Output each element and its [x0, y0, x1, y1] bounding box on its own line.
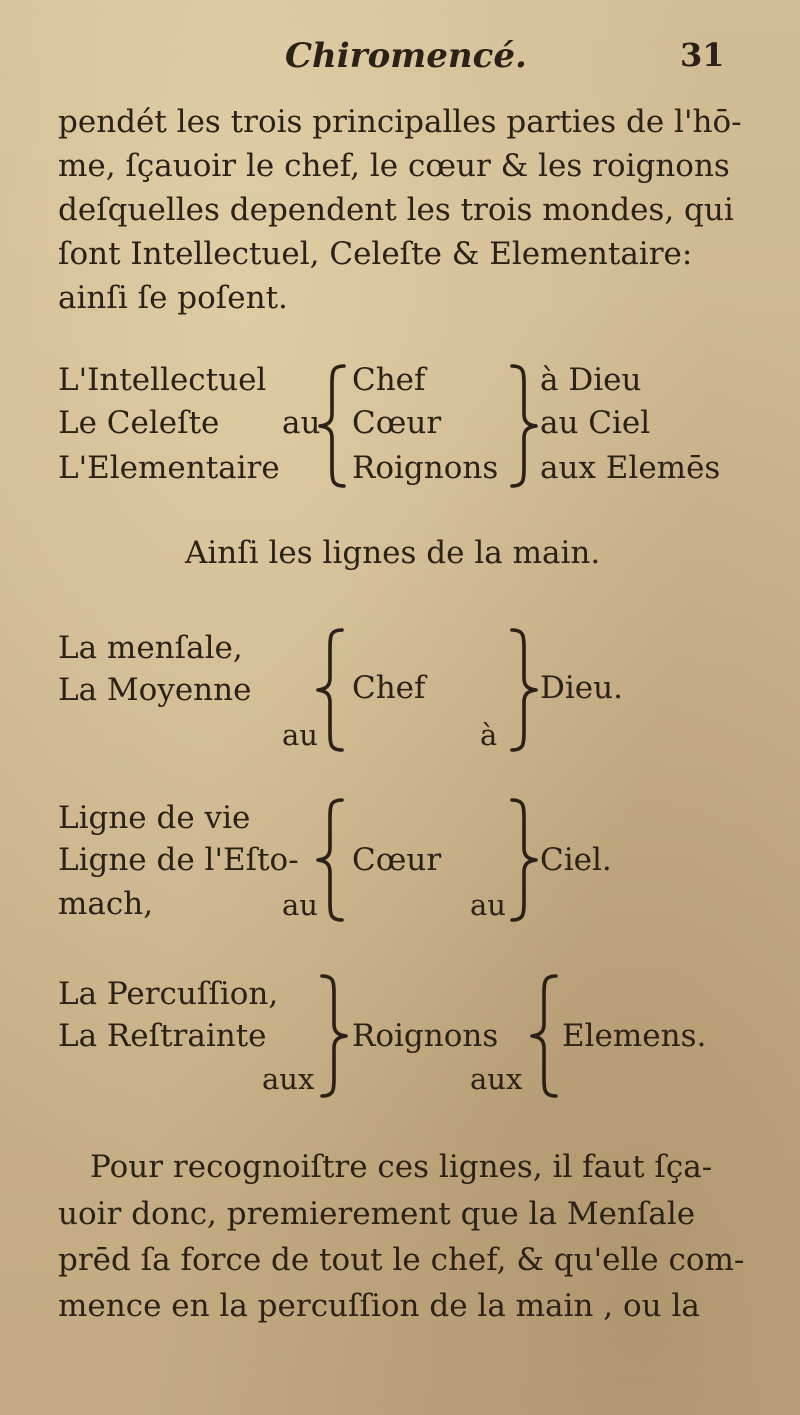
group-left-line: Ligne de vie	[58, 800, 251, 836]
group-left-line: La menſale,	[58, 630, 243, 666]
left-brace	[530, 972, 560, 1100]
joiner-word: au	[282, 718, 318, 752]
group-right-word: Elemens.	[562, 1018, 707, 1054]
right-brace	[508, 362, 538, 490]
running-head-title: Chiromencé.	[285, 36, 527, 76]
text-line: Pour recognoiſtre ces lignes, il faut ſça-	[90, 1149, 713, 1185]
table-left-cell: Le Celeſte	[58, 405, 220, 441]
text-line: prēd ſa force de tout le chef, & qu'elle com-	[58, 1242, 745, 1278]
left-brace	[316, 626, 346, 754]
table-middle-cell: Chef	[352, 362, 426, 398]
group-middle-word: Roignons	[352, 1018, 499, 1054]
table-left-cell: L'Elementaire	[58, 450, 280, 486]
joiner-word: aux	[262, 1062, 315, 1096]
group-right-word: Ciel.	[540, 842, 612, 878]
joiner-word: au	[282, 405, 321, 441]
right-brace	[318, 972, 348, 1100]
group-middle-word: Cœur	[352, 842, 442, 878]
group-middle-word: Chef	[352, 670, 426, 706]
joiner-word: à	[480, 718, 498, 752]
left-brace	[318, 362, 348, 490]
group-left-line: Ligne de l'Eſto-	[58, 842, 299, 878]
text-line: uoir donc, premierement que la Menſale	[58, 1196, 696, 1232]
group-left-line: La Percuſſion,	[58, 976, 279, 1012]
group-left-line: La Reſtrainte	[58, 1018, 267, 1054]
right-brace	[508, 626, 538, 754]
group-left-line: mach,	[58, 886, 154, 922]
text-line: me, ſçauoir le chef, le cœur & les roignons	[58, 148, 730, 184]
table-right-cell: à Dieu	[540, 362, 642, 398]
text-line: mence en la percuſſion de la main , ou la	[58, 1288, 700, 1324]
right-brace	[508, 796, 538, 924]
table-middle-cell: Cœur	[352, 405, 442, 441]
group-right-word: Dieu.	[540, 670, 623, 706]
page-number: 31	[680, 36, 725, 74]
group-left-line: La Moyenne	[58, 672, 252, 708]
text-line: ſont Intellectuel, Celeſte & Elementaire:	[58, 236, 693, 272]
joiner-word: aux	[470, 1062, 523, 1096]
left-brace	[316, 796, 346, 924]
joiner-word: au	[282, 888, 318, 922]
joiner-word: au	[470, 888, 506, 922]
text-line: pendét les trois principalles parties de l'hō-	[58, 104, 742, 140]
table-left-cell: L'Intellectuel	[58, 362, 267, 398]
text-line: deſquelles dependent les trois mondes, qui	[58, 192, 734, 228]
section-heading: Ainſi les lignes de la main.	[185, 535, 601, 571]
table-right-cell: aux Elemēs	[540, 450, 721, 486]
text-line: ainſi ſe poſent.	[58, 280, 288, 316]
table-right-cell: au Ciel	[540, 405, 651, 441]
table-middle-cell: Roignons	[352, 450, 499, 486]
